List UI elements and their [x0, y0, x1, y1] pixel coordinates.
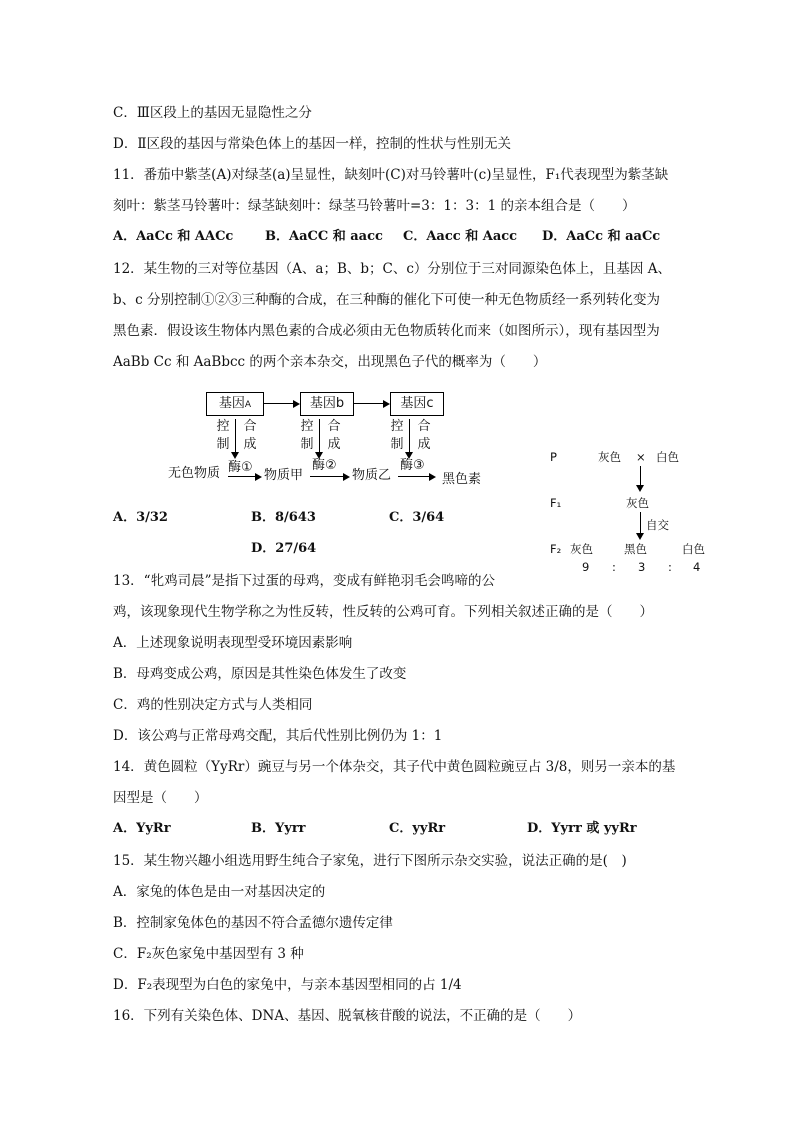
arrow-line	[319, 419, 320, 453]
control-label: 制	[216, 437, 230, 452]
option-b: B．Yyrr	[251, 821, 306, 836]
option-d: D．27/64	[251, 541, 317, 556]
f1-gray: 灰色	[626, 496, 649, 510]
question-14-stem: 14．黄色圆粒（YyRr）豌豆与另一个体杂交，其子代中黄色圆粒豌豆占 3/8，则另一亲本的基	[113, 759, 676, 775]
option-c: C．yyRr	[389, 821, 446, 836]
gene-a-box: 基因A	[206, 392, 264, 416]
f1-generation-label: F₁	[550, 496, 562, 510]
f2-black: 黑色	[624, 542, 647, 556]
question-13-stem: 鸡，该现象现代生物学称之为性反转，性反转的公鸡可育。下列相关叙述正确的是（ ）	[113, 604, 653, 620]
synthesis-label: 合	[243, 419, 257, 434]
rabbit-cross-diagram	[540, 446, 730, 581]
question-14-stem: 因型是（ ）	[113, 790, 208, 806]
enzyme-3-label: 酶③	[400, 458, 425, 473]
enzyme-1-label: 酶①	[228, 460, 253, 475]
arrow-head	[383, 400, 390, 408]
arrow-head	[636, 533, 644, 540]
synthesis-label: 成	[327, 437, 341, 452]
substance-yi: 物质乙	[352, 468, 392, 483]
arrow-head	[293, 400, 300, 408]
question-12-stem: b、c 分别控制①②③三种酶的合成，在三种酶的催化下可使一种无色物质经一系列转化变为	[113, 292, 660, 308]
option-b: B．母鸡变成公鸡，原因是其性染色体发生了改变	[113, 666, 407, 682]
option-a: A．YyRr	[113, 821, 171, 836]
option-b: B．8/643	[251, 510, 316, 525]
option-d: D．Yyrr 或 yyRr	[527, 821, 637, 836]
question-12-stem: 黑色素．假设该生物体内黑色素的合成必须由无色物质转化而来（如图所示），现有基因型为	[113, 323, 660, 339]
ratio-black: 3	[638, 560, 646, 574]
arrow-head	[429, 473, 436, 481]
control-label: 制	[390, 437, 404, 452]
synthesis-label: 合	[417, 419, 431, 434]
option-c: C．Aacc 和 Aacc	[403, 229, 518, 244]
question-15-stem: 15．某生物兴趣小组选用野生纯合子家兔，进行下图所示杂交实验，说法正确的是( )	[113, 853, 627, 869]
arrow-line	[354, 403, 384, 404]
colorless-substance: 无色物质	[168, 466, 221, 481]
synthesis-label: 成	[417, 437, 431, 452]
melanin-pathway-diagram	[150, 386, 500, 496]
option-c: C．3/64	[389, 510, 445, 525]
arrow-head	[343, 473, 350, 481]
option-text: D．Ⅱ区段的基因与常染色体上的基因一样，控制的性状与性别无关	[113, 136, 511, 152]
arrow-line	[640, 466, 641, 486]
arrow-head	[231, 452, 239, 459]
question-11-stem: 11．番茄中紫茎(A)对绿茎(a)呈显性，缺刻叶(C)对马铃薯叶(c)呈显性，F₁代表现型为紫茎缺	[113, 167, 669, 183]
arrow-line	[640, 512, 641, 534]
option-b: B．AaCC 和 aacc	[265, 229, 383, 244]
f2-white: 白色	[682, 542, 705, 556]
question-12-stem: AaBb Cc 和 AaBbcc 的两个亲本杂交，出现黑色子代的概率为（ ）	[113, 354, 547, 370]
cross-symbol: ×	[636, 450, 646, 464]
control-label: 控	[390, 419, 404, 434]
control-label: 制	[300, 437, 314, 452]
p-gray: 灰色	[598, 450, 621, 464]
option-text: C．Ⅲ区段上的基因无显隐性之分	[113, 105, 312, 121]
question-11-stem: 刻叶：紫茎马铃薯叶：绿茎缺刻叶：绿茎马铃薯叶=3：1：3：1 的亲本组合是（ ）	[113, 198, 636, 214]
arrow-line	[409, 419, 410, 453]
control-label: 控	[300, 419, 314, 434]
arrow-line	[398, 476, 430, 477]
arrow-line	[264, 403, 294, 404]
question-13-stem: 13．“牝鸡司晨”是指下过蛋的母鸡，变成有鲜艳羽毛会鸣啼的公	[113, 573, 495, 589]
option-c: C．F₂灰色家兔中基因型有 3 种	[113, 946, 304, 962]
option-d: D．该公鸡与正常母鸡交配，其后代性别比例仍为 1：1	[113, 728, 443, 744]
synthesis-label: 成	[243, 437, 257, 452]
ratio-colon: :	[612, 560, 616, 574]
arrow-head	[636, 485, 644, 492]
question-16-stem: 16．下列有关染色体、DNA、基因、脱氧核苷酸的说法，不正确的是（ ）	[113, 1008, 582, 1024]
melanin-label: 黑色素	[442, 472, 482, 487]
arrow-line	[235, 419, 236, 453]
question-12-stem: 12．某生物的三对等位基因（A、a；B、b；C、c）分别位于三对同源染色体上，且基因 A、	[113, 261, 671, 277]
enzyme-2-label: 酶②	[312, 458, 337, 473]
ratio-white: 4	[693, 560, 701, 574]
gene-c-box: 基因c	[390, 392, 444, 416]
option-a: A．家兔的体色是由一对基因决定的	[113, 884, 326, 900]
synthesis-label: 合	[327, 419, 341, 434]
substance-jia: 物质甲	[264, 468, 304, 483]
option-c: C．鸡的性别决定方式与人类相同	[113, 697, 313, 713]
arrow-line	[310, 476, 344, 477]
arrow-head	[255, 473, 262, 481]
option-a: A．3/32	[113, 510, 168, 525]
selfing-label: 自交	[646, 518, 669, 532]
p-white: 白色	[656, 450, 679, 464]
p-generation-label: P	[550, 450, 557, 464]
option-b: B．控制家兔体色的基因不符合孟德尔遗传定律	[113, 915, 393, 931]
ratio-colon: :	[668, 560, 672, 574]
option-d: D．F₂表现型为白色的家兔中，与亲本基因型相同的占 1/4	[113, 977, 462, 993]
option-a: A．AaCc 和 AACc	[113, 229, 234, 244]
f2-gray: 灰色	[570, 542, 593, 556]
arrow-line	[228, 476, 256, 477]
f2-generation-label: F₂	[550, 542, 562, 556]
option-a: A．上述现象说明表现型受环境因素影响	[113, 635, 353, 651]
ratio-gray: 9	[582, 560, 590, 574]
option-d: D．AaCc 和 aaCc	[542, 229, 661, 244]
gene-b-box: 基因b	[300, 392, 354, 416]
control-label: 控	[216, 419, 230, 434]
